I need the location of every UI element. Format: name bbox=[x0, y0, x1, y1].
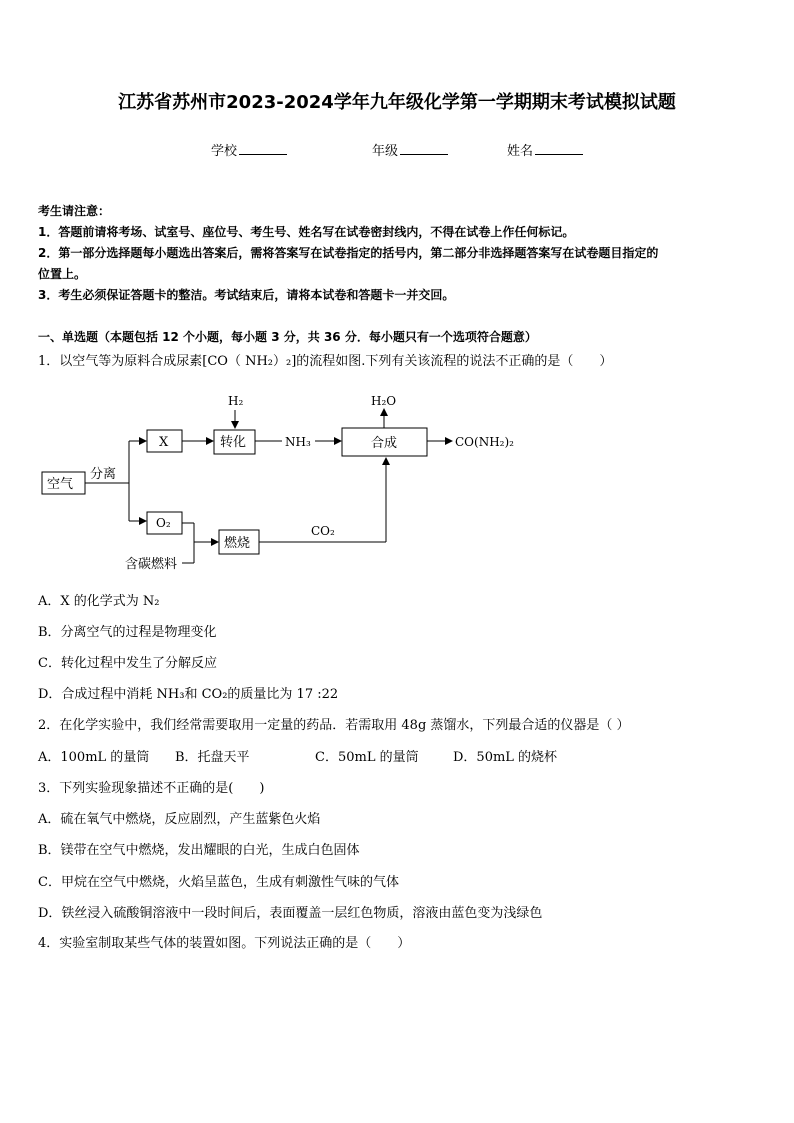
q1-option-b[interactable]: B．分离空气的过程是物理变化 bbox=[38, 625, 217, 640]
q2-option-b[interactable]: B．托盘天平 bbox=[175, 750, 250, 765]
x-label: X bbox=[159, 435, 169, 450]
co2-label: CO₂ bbox=[311, 524, 335, 538]
q1-option-a[interactable]: A．X 的化学式为 N₂ bbox=[38, 594, 160, 609]
notice-heading: 考生请注意： bbox=[38, 204, 111, 218]
q1-flow-diagram bbox=[0, 380, 794, 580]
page-title: 江苏省苏州市2023-2024学年九年级化学第一学期期末考试模拟试题 bbox=[118, 92, 676, 113]
q1-option-d[interactable]: D．合成过程中消耗 NH₃和 CO₂的质量比为 17 :22 bbox=[38, 687, 339, 702]
synth-label: 合成 bbox=[371, 436, 398, 451]
notice-item-2-cont: 位置上。 bbox=[38, 267, 87, 281]
nh3-label: NH₃ bbox=[285, 435, 311, 449]
notice-item-1: 1．答题前请将考场、试室号、座位号、考生号、姓名写在试卷密封线内，不得在试卷上作任何标记。 bbox=[38, 225, 575, 239]
o2-label: O₂ bbox=[156, 516, 171, 530]
section-heading: 一、单选题（本题包括 12 个小题，每小题 3 分，共 36 分．每小题只有一个选项符合题意） bbox=[38, 330, 537, 344]
product-label: CO(NH₂)₂ bbox=[455, 435, 514, 449]
q2-option-a[interactable]: A．100mL 的量筒 bbox=[38, 750, 150, 765]
h2o-label: H₂O bbox=[371, 394, 397, 408]
name-field[interactable] bbox=[507, 140, 583, 159]
h2-label: H₂ bbox=[228, 394, 244, 408]
school-label: 学校 bbox=[211, 144, 238, 159]
fuel-label: 含碳燃料 bbox=[125, 557, 178, 572]
name-label: 姓名 bbox=[507, 144, 534, 159]
q3-option-d[interactable]: D．铁丝浸入硫酸铜溶液中一段时间后，表面覆盖一层红色物质，溶液由蓝色变为浅绿色 bbox=[38, 906, 543, 921]
notice-item-2: 2．第一部分选择题每小题选出答案后，需将答案写在试卷指定的括号内，第二部分非选择题答案写在试卷题目指定的 bbox=[38, 246, 659, 260]
q3-option-c[interactable]: C．甲烷在空气中燃烧，火焰呈蓝色，生成有刺激性气味的气体 bbox=[38, 875, 399, 890]
q3-option-a[interactable]: A．硫在氧气中燃烧，反应剧烈，产生蓝紫色火焰 bbox=[38, 812, 321, 827]
air-label: 空气 bbox=[47, 477, 74, 492]
grade-field[interactable] bbox=[372, 140, 448, 159]
separate-label: 分离 bbox=[90, 467, 117, 482]
notice-item-3: 3．考生必须保证答题卡的整洁。考试结束后，请将本试卷和答题卡一并交回。 bbox=[38, 288, 455, 302]
q3-option-b[interactable]: B．镁带在空气中燃烧，发出耀眼的白光，生成白色固体 bbox=[38, 843, 360, 858]
burn-label: 燃烧 bbox=[224, 536, 251, 551]
q2-option-d[interactable]: D．50mL 的烧杯 bbox=[453, 750, 558, 765]
q2-stem: 2．在化学实验中，我们经常需要取用一定量的药品．若需取用 48g 蒸馏水，下列最合适的仪器是（ ） bbox=[38, 718, 630, 733]
q2-option-c[interactable]: C．50mL 的量筒 bbox=[315, 750, 419, 765]
school-field[interactable] bbox=[211, 140, 287, 159]
q1-stem: 1．以空气等为原料合成尿素[CO（ NH₂）₂]的流程如图.下列有关该流程的说法不正确的是（ ） bbox=[38, 354, 613, 369]
q3-stem: 3．下列实验现象描述不正确的是( ) bbox=[38, 781, 265, 796]
q1-option-c[interactable]: C．转化过程中发生了分解反应 bbox=[38, 656, 217, 671]
grade-blank[interactable] bbox=[400, 142, 448, 155]
name-blank[interactable] bbox=[535, 142, 583, 155]
grade-label: 年级 bbox=[372, 144, 399, 159]
transform-label: 转化 bbox=[220, 435, 247, 450]
school-blank[interactable] bbox=[239, 142, 287, 155]
q4-stem: 4．实验室制取某些气体的装置如图。下列说法正确的是（ ） bbox=[38, 936, 411, 951]
